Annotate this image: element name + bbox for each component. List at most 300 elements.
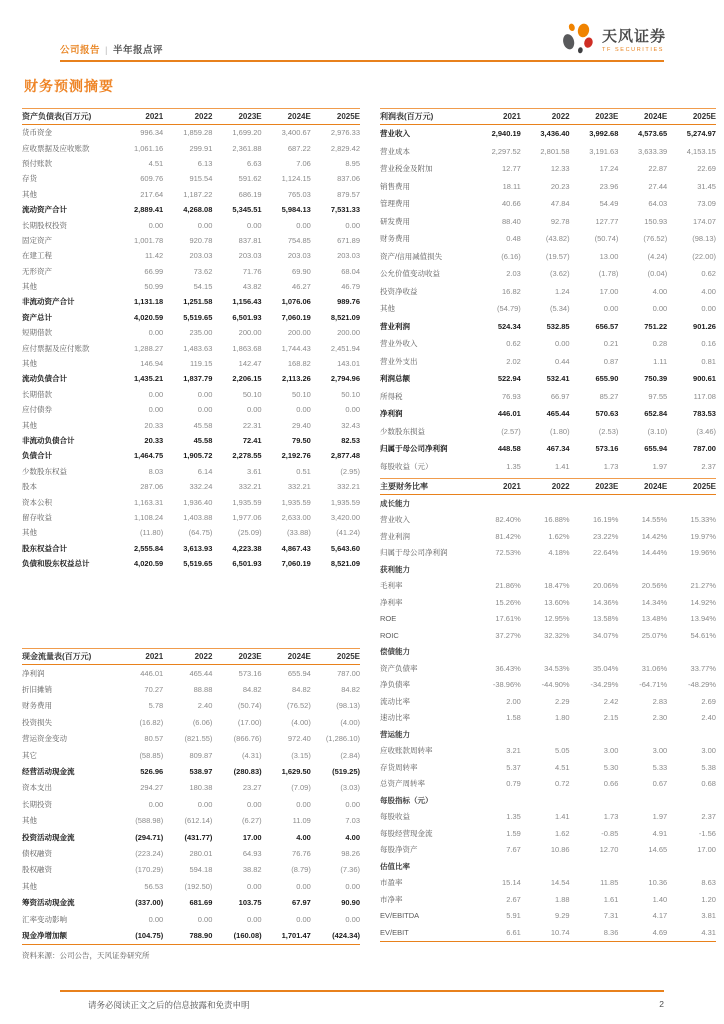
- cell-value: 103.75: [238, 898, 262, 908]
- row-label: 估值比率: [380, 861, 410, 871]
- cell-value: 2,361.88: [232, 143, 262, 153]
- table-row: [380, 528, 716, 545]
- cell-value: 1,156.43: [232, 297, 262, 307]
- row-label: 少数股东权益: [22, 466, 67, 476]
- row-label: 其他: [22, 816, 37, 826]
- cell-value: 652.84: [644, 409, 668, 419]
- cell-value: (821.55): [184, 734, 213, 744]
- cell-value: 0.00: [148, 220, 164, 230]
- cell-value: 45.58: [193, 420, 213, 430]
- cell-value: 573.16: [238, 668, 262, 678]
- cell-value: (6.27): [242, 816, 262, 826]
- table-title: 现金流量表(百万元): [22, 652, 92, 661]
- table-row: [22, 187, 360, 202]
- cell-value: 7,060.19: [281, 559, 311, 569]
- table-row: [22, 140, 360, 155]
- cell-value: 1,859.28: [183, 128, 213, 138]
- section-header-row: [380, 858, 716, 875]
- year-column-header: 2023E: [238, 652, 262, 661]
- cell-value: 1,935.59: [281, 497, 311, 507]
- year-column-header: 2022: [194, 652, 213, 661]
- cell-value: (22.00): [692, 251, 716, 261]
- table-row: [380, 924, 716, 941]
- cell-value: 1.62: [554, 828, 570, 838]
- cell-value: 332.24: [189, 482, 213, 492]
- cell-value: 332.21: [238, 482, 262, 492]
- report-category: 公司报告: [60, 45, 101, 56]
- cell-value: 3,613.93: [183, 543, 213, 553]
- cell-value: 972.40: [287, 734, 311, 744]
- logo-text: [602, 25, 666, 53]
- year-column-header: 2025E: [336, 112, 361, 121]
- cell-value: 465.44: [189, 668, 213, 678]
- table-row: [22, 294, 360, 309]
- cell-value: (3.03): [340, 783, 361, 793]
- cell-value: 1,435.21: [134, 374, 164, 384]
- table-row: [380, 178, 716, 196]
- cell-value: 14.44%: [641, 548, 668, 558]
- table-row: [22, 417, 360, 432]
- cell-value: 0.00: [148, 328, 164, 338]
- cell-value: 66.97: [550, 391, 570, 401]
- row-label: 净利率: [380, 597, 403, 607]
- row-label: 短期借款: [22, 328, 52, 338]
- year-column-header: 2023E: [238, 112, 262, 121]
- header-separator: |: [105, 45, 108, 56]
- cell-value: 10.74: [550, 927, 570, 937]
- cell-value: 4,020.59: [134, 559, 164, 569]
- cell-value: 0.00: [296, 220, 311, 230]
- cell-value: (170.29): [135, 865, 164, 875]
- row-label: EV/EBITDA: [380, 911, 420, 921]
- cell-value: 448.58: [497, 444, 521, 454]
- table-row: [380, 660, 716, 677]
- table-row: [380, 125, 716, 143]
- table-row: [22, 681, 360, 697]
- cell-value: 88.88: [193, 685, 213, 695]
- cell-value: 20.33: [144, 420, 164, 430]
- cell-value: (294.71): [135, 832, 164, 842]
- cell-value: (76.52): [287, 701, 311, 711]
- table-row: [22, 340, 360, 355]
- table-row: [22, 878, 360, 894]
- row-label: 股东权益合计: [22, 543, 67, 553]
- cell-value: 0.00: [701, 304, 716, 314]
- cell-value: 14.34%: [641, 597, 668, 607]
- cell-value: 4,268.08: [183, 205, 213, 215]
- cell-value: 50.10: [242, 389, 262, 399]
- cell-value: 72.41: [242, 436, 262, 445]
- report-header-strip: [60, 42, 163, 56]
- cell-value: 217.64: [140, 189, 164, 199]
- cell-value: 3.00: [701, 746, 716, 756]
- cell-value: 17.00: [697, 845, 716, 855]
- cell-value: 0.00: [197, 220, 213, 230]
- year-column-header: 2022: [551, 112, 570, 121]
- table-row: [22, 387, 360, 402]
- table-row: [380, 160, 716, 178]
- cell-value: 16.82: [502, 286, 521, 296]
- row-label: 债权融资: [22, 848, 52, 858]
- cell-value: (2.84): [340, 750, 361, 760]
- year-column-header: 2021: [145, 652, 164, 661]
- row-label: 营业外收入: [380, 339, 418, 349]
- cell-value: 8.95: [345, 158, 361, 168]
- cell-value: 27.44: [648, 181, 668, 191]
- cell-value: 4.51: [554, 762, 570, 772]
- cell-value: -44.90%: [541, 680, 570, 690]
- cell-value: 1.20: [701, 894, 716, 904]
- table-row: [380, 318, 716, 336]
- row-label: 利润总额: [380, 374, 410, 384]
- cell-value: (4.31): [242, 750, 262, 760]
- row-label: 获利能力: [380, 564, 410, 574]
- row-label: 营运能力: [380, 729, 410, 739]
- cell-value: 996.34: [140, 128, 164, 138]
- page-title: 财务预测摘要: [24, 78, 114, 94]
- cell-value: 0.00: [652, 304, 668, 314]
- row-label: 现金净增加额: [22, 930, 67, 940]
- cell-value: 0.00: [345, 405, 361, 415]
- table-row: [380, 143, 716, 161]
- cell-value: (98.13): [336, 701, 361, 711]
- cell-value: 4.17: [652, 911, 668, 921]
- cell-value: 0.44: [554, 356, 570, 366]
- cell-value: 1,701.47: [281, 930, 311, 940]
- cell-value: 5.33: [652, 762, 668, 772]
- cell-value: 1.40: [652, 894, 668, 904]
- table-row: [380, 627, 716, 644]
- row-label: 货币资金: [22, 128, 52, 138]
- row-label: 其他: [380, 304, 395, 314]
- cell-value: 0.81: [701, 356, 716, 366]
- cell-value: 591.62: [238, 174, 262, 184]
- year-column-header: 2025E: [692, 482, 716, 491]
- cell-value: 3.00: [652, 746, 668, 756]
- table-row: [22, 556, 360, 571]
- table-row: [22, 731, 360, 747]
- cell-value: 8.36: [603, 927, 619, 937]
- cell-value: 809.87: [189, 750, 213, 760]
- cell-value: 200.00: [238, 328, 262, 338]
- year-column-header: 2021: [145, 112, 164, 121]
- table-row: [22, 248, 360, 263]
- cell-value: 1.35: [506, 461, 521, 471]
- table-row: [22, 845, 360, 861]
- cell-value: 31.45: [697, 181, 716, 191]
- row-label: 长期股权投资: [22, 220, 67, 230]
- row-label: 资产总计: [22, 312, 52, 322]
- cell-value: 14.92%: [690, 597, 716, 607]
- row-label: 存货周转率: [380, 762, 418, 772]
- cell-value: 14.36%: [592, 597, 619, 607]
- cell-value: 203.03: [238, 251, 262, 261]
- cell-value: 0.48: [506, 234, 521, 244]
- cell-value: 1.80: [554, 713, 570, 723]
- cell-value: 681.69: [189, 898, 213, 908]
- cell-value: 3.61: [247, 466, 262, 476]
- cell-value: 750.39: [644, 374, 668, 384]
- row-label: 净利润: [22, 668, 45, 678]
- cell-value: 294.27: [140, 783, 164, 793]
- cell-value: (33.88): [287, 528, 311, 538]
- cell-value: (16.82): [139, 717, 164, 727]
- cell-value: (612.14): [184, 816, 213, 826]
- row-label: 无形资产: [22, 266, 52, 276]
- cell-value: 64.03: [648, 199, 668, 209]
- year-column-header: 2021: [503, 482, 521, 491]
- cell-value: 150.93: [644, 216, 668, 226]
- cell-value: 203.03: [287, 251, 311, 261]
- cell-value: (4.24): [647, 251, 668, 261]
- table-row: [380, 842, 716, 859]
- cell-value: 1.97: [652, 461, 668, 471]
- cell-value: 0.51: [296, 466, 311, 476]
- cell-value: 203.03: [189, 251, 213, 261]
- cell-value: 0.00: [148, 389, 164, 399]
- cell-value: (41.24): [336, 528, 361, 538]
- cell-value: 5.78: [148, 701, 164, 711]
- cell-value: 4.31: [701, 927, 716, 937]
- cell-value: 1,464.75: [134, 451, 164, 461]
- year-column-header: 2021: [503, 112, 521, 121]
- cell-value: 1,935.59: [232, 497, 262, 507]
- row-label: 非流动资产合计: [22, 297, 75, 307]
- cell-value: 20.06%: [592, 581, 619, 591]
- cell-value: 23.96: [599, 181, 619, 191]
- cell-value: 754.85: [287, 235, 311, 245]
- cell-value: 0.62: [701, 269, 716, 279]
- row-label: 速动比率: [380, 713, 410, 723]
- cell-value: 15.26%: [495, 597, 521, 607]
- cell-value: (58.85): [139, 750, 164, 760]
- cell-value: 12.77: [502, 164, 521, 174]
- cell-value: 119.15: [190, 359, 213, 369]
- cell-value: 901.26: [693, 321, 716, 331]
- cell-value: 17.00: [242, 832, 262, 842]
- cell-value: 1,076.06: [281, 297, 311, 307]
- cell-value: 71.76: [242, 266, 262, 276]
- cell-value: 10.36: [648, 878, 668, 888]
- cell-value: 36.43%: [495, 663, 521, 673]
- cell-value: 180.38: [189, 783, 213, 793]
- cell-value: (50.74): [594, 234, 619, 244]
- table-row: [22, 894, 360, 910]
- cell-value: 0.62: [506, 339, 521, 349]
- table-row: [380, 353, 716, 371]
- table-header-row: [22, 108, 360, 125]
- section-header-row: [380, 792, 716, 809]
- cell-value: 0.66: [603, 779, 619, 789]
- table-row: [380, 213, 716, 231]
- cell-value: (280.83): [233, 767, 262, 777]
- cell-value: 5.91: [506, 911, 521, 921]
- table-row: [380, 388, 716, 406]
- row-label: 其他: [22, 881, 37, 891]
- table-row: [22, 665, 360, 681]
- cell-value: 332.21: [287, 482, 311, 492]
- row-label: 所得税: [380, 391, 403, 401]
- cell-value: 0.00: [345, 914, 361, 924]
- row-label: 经营活动现金流: [22, 767, 75, 777]
- cell-value: 467.34: [546, 444, 570, 454]
- table-row: [380, 370, 716, 388]
- section-header-row: [380, 644, 716, 661]
- cell-value: (1,286.10): [325, 734, 361, 744]
- cell-value: -38.96%: [492, 680, 521, 690]
- cell-value: -0.85: [601, 828, 619, 838]
- cell-value: 117.08: [693, 391, 716, 401]
- cell-value: 7,060.19: [281, 312, 311, 322]
- table-row: [380, 710, 716, 727]
- table-row: [380, 265, 716, 283]
- cell-value: 19.97%: [690, 531, 716, 541]
- table-row: [22, 698, 360, 714]
- row-label: 营业收入: [380, 129, 410, 139]
- row-label: 毛利率: [380, 581, 403, 591]
- cell-value: 0.00: [247, 799, 262, 809]
- table-row: [380, 891, 716, 908]
- cell-value: (50.74): [237, 701, 262, 711]
- table-row: [380, 875, 716, 892]
- financial-ratios-table: [380, 478, 716, 942]
- cell-value: 751.22: [644, 321, 668, 331]
- footer-disclaimer: 请务必阅读正文之后的信息披露和免责申明: [88, 1000, 250, 1010]
- cell-value: 12.95%: [544, 614, 570, 624]
- cell-value: 1,905.72: [183, 451, 213, 461]
- cell-value: 2.69: [701, 696, 716, 706]
- table-row: [22, 911, 360, 927]
- cell-value: 70.27: [144, 685, 164, 695]
- cell-value: (76.52): [643, 234, 668, 244]
- row-label: 其他: [22, 282, 37, 292]
- cell-value: 0.00: [345, 799, 361, 809]
- cell-value: 0.00: [197, 914, 213, 924]
- row-label: 研发费用: [380, 216, 410, 226]
- cell-value: (98.13): [692, 234, 716, 244]
- cell-value: 3,436.40: [540, 129, 570, 139]
- cell-value: 6.13: [197, 158, 213, 168]
- cell-value: (19.57): [545, 251, 570, 261]
- cell-value: 2.67: [506, 894, 521, 904]
- row-label: EV/EBIT: [380, 927, 409, 937]
- source-note: 资料来源：公司公告，天风证券研究所: [22, 951, 150, 960]
- cell-value: 1,403.88: [183, 512, 213, 522]
- cell-value: 2,113.26: [282, 374, 311, 384]
- cell-value: 4.51: [148, 158, 164, 168]
- table-row: [22, 156, 360, 171]
- cell-value: 20.56%: [641, 581, 668, 591]
- cell-value: 0.00: [603, 304, 619, 314]
- cell-value: 0.72: [554, 779, 570, 789]
- cell-value: 72.53%: [495, 548, 521, 558]
- cell-value: 522.94: [497, 374, 521, 384]
- cell-value: 765.03: [287, 189, 311, 199]
- cell-value: 2.40: [197, 701, 213, 711]
- row-label: 应付票据及应付账款: [22, 343, 90, 353]
- cell-value: 2,801.58: [540, 146, 570, 156]
- row-label: 长期借款: [22, 389, 52, 399]
- row-label: 折旧摊销: [22, 685, 52, 695]
- row-label: 成长能力: [380, 498, 410, 508]
- row-label: 市净率: [380, 894, 403, 904]
- page-number: 2: [659, 999, 664, 1009]
- section-header-row: [380, 561, 716, 578]
- row-label: 留存收益: [22, 512, 52, 522]
- cell-value: 84.82: [292, 685, 311, 695]
- cell-value: 526.96: [140, 767, 164, 777]
- cell-value: 4,020.59: [134, 312, 164, 322]
- cell-value: (160.08): [233, 930, 262, 940]
- cell-value: (4.00): [340, 717, 361, 727]
- cell-value: 0.00: [148, 799, 164, 809]
- cell-value: 1,935.59: [330, 497, 361, 507]
- cell-value: (3.46): [696, 426, 716, 436]
- cell-value: 14.55%: [641, 515, 668, 525]
- cell-value: (6.06): [192, 717, 213, 727]
- row-label: 市盈率: [380, 878, 403, 888]
- row-label: 负债和股东权益总计: [22, 559, 90, 569]
- table-row: [22, 202, 360, 217]
- row-label: 管理费用: [380, 199, 410, 209]
- cell-value: 2,829.42: [330, 143, 361, 153]
- cell-value: 82.40%: [495, 515, 521, 525]
- row-label: 营业利润: [380, 531, 410, 541]
- table-row: [380, 677, 716, 694]
- row-label: 其他: [22, 189, 37, 199]
- cell-value: 31.06%: [641, 663, 668, 673]
- row-label: 偿债能力: [380, 647, 410, 657]
- cell-value: 1.97: [652, 812, 668, 822]
- table-row: [22, 217, 360, 232]
- row-label: 每股收益（元）: [380, 461, 433, 471]
- cell-value: 655.94: [287, 668, 311, 678]
- row-label: 每股收益: [380, 812, 410, 822]
- cell-value: (64.75): [188, 528, 213, 538]
- table-row: [380, 611, 716, 628]
- cell-value: 98.26: [341, 848, 361, 858]
- cell-value: 989.76: [337, 297, 361, 307]
- cell-value: 13.48%: [641, 614, 668, 624]
- table-row: [22, 325, 360, 340]
- cell-value: 2,976.33: [330, 128, 361, 138]
- section-header-row: [380, 495, 716, 512]
- table-row: [380, 578, 716, 595]
- cell-value: 88.40: [502, 216, 521, 226]
- cell-value: 66.99: [144, 266, 164, 276]
- row-label: 营运资金变动: [22, 734, 67, 744]
- table-row: [380, 594, 716, 611]
- cell-value: 446.01: [497, 409, 521, 419]
- brand-subtitle: TF SECURITIES: [601, 47, 665, 53]
- cell-value: 1.73: [603, 812, 619, 822]
- cell-value: 73.62: [193, 266, 213, 276]
- header-divider: [60, 60, 664, 62]
- cell-value: 50.10: [341, 389, 361, 399]
- table-row: [22, 356, 360, 371]
- cell-value: 2,297.52: [491, 146, 521, 156]
- row-label: 营业外支出: [380, 356, 418, 366]
- row-label: 营业利润: [380, 321, 410, 331]
- cell-value: (866.76): [233, 734, 262, 744]
- cell-value: 573.16: [595, 444, 619, 454]
- cell-value: -48.29%: [688, 680, 716, 690]
- cell-value: 18.11: [502, 181, 521, 191]
- cell-value: (8.79): [291, 865, 311, 875]
- cell-value: (43.82): [545, 234, 570, 244]
- cell-value: 5,519.65: [183, 559, 213, 569]
- cell-value: (424.34): [332, 930, 361, 940]
